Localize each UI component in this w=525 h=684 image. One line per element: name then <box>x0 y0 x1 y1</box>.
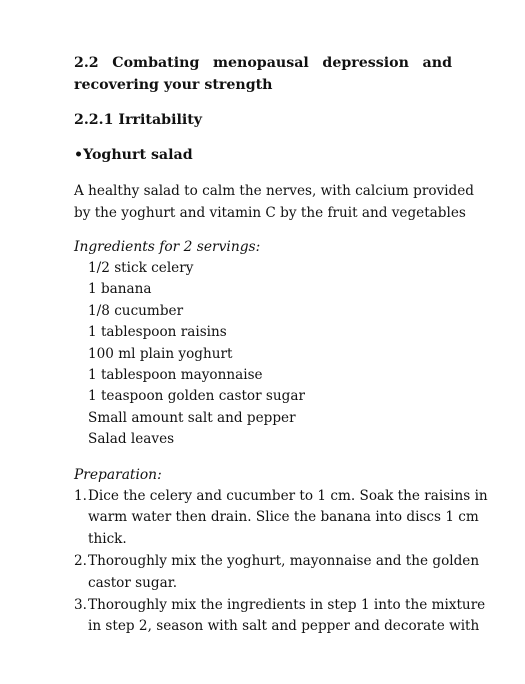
step-text-line: castor sugar. <box>88 574 178 591</box>
section-heading <box>74 52 452 96</box>
recipe-intro <box>74 180 475 224</box>
ingredient-item: 1 banana <box>88 281 152 298</box>
recipe-intro-line-1: A healthy salad to calm the nerves, with calcium provided <box>74 183 475 199</box>
step-text-line: in step 2, season with salt and pepper and decorate with <box>88 618 480 635</box>
section-heading-line-1: 2.2 Combating menopausal depression and <box>74 55 452 71</box>
ingredients-list <box>74 258 452 451</box>
step-text-line: thick. <box>88 531 127 548</box>
ingredient-item: 1 tablespoon raisins <box>88 324 227 341</box>
step-number: 1. <box>74 487 87 504</box>
step-text-line: warm water then drain. Slice the banana into discs 1 cm <box>88 509 479 526</box>
recipe-intro-line-2: by the yoghurt and vitamin C by the fruit and vegetables <box>74 205 466 221</box>
subheading: 2.2.1 Irritability <box>74 112 203 128</box>
ingredient-item: 1/2 stick celery <box>88 260 194 276</box>
ingredient-item: Salad leaves <box>88 431 175 448</box>
section-heading-line-2: recovering your strength <box>74 77 273 93</box>
ingredient-item: 1/8 cucumber <box>88 302 184 319</box>
document-page <box>74 52 488 638</box>
preparation-step <box>74 486 488 551</box>
preparation-step <box>74 595 486 639</box>
step-number: 3. <box>74 596 87 613</box>
step-number: 2. <box>74 553 87 570</box>
preparation-label: Preparation: <box>74 466 162 483</box>
preparation-step <box>74 551 480 595</box>
ingredient-item: 1 teaspoon golden castor sugar <box>88 388 305 405</box>
step-text-line: Dice the celery and cucumber to 1 cm. Soak the raisins in <box>88 487 488 504</box>
step-text-line: Thoroughly mix the ingredients in step 1 into the mixture <box>88 596 486 613</box>
ingredient-item: 100 ml plain yoghurt <box>88 345 233 362</box>
preparation-steps <box>74 486 488 639</box>
ingredient-item: Small amount salt and pepper <box>88 409 296 426</box>
ingredient-item: 1 tablespoon mayonnaise <box>88 367 263 384</box>
step-text-line: Thoroughly mix the yoghurt, mayonnaise and the golden <box>88 553 480 570</box>
ingredients-label: Ingredients for 2 servings: <box>74 239 261 255</box>
recipe-title: •Yoghurt salad <box>74 147 193 163</box>
